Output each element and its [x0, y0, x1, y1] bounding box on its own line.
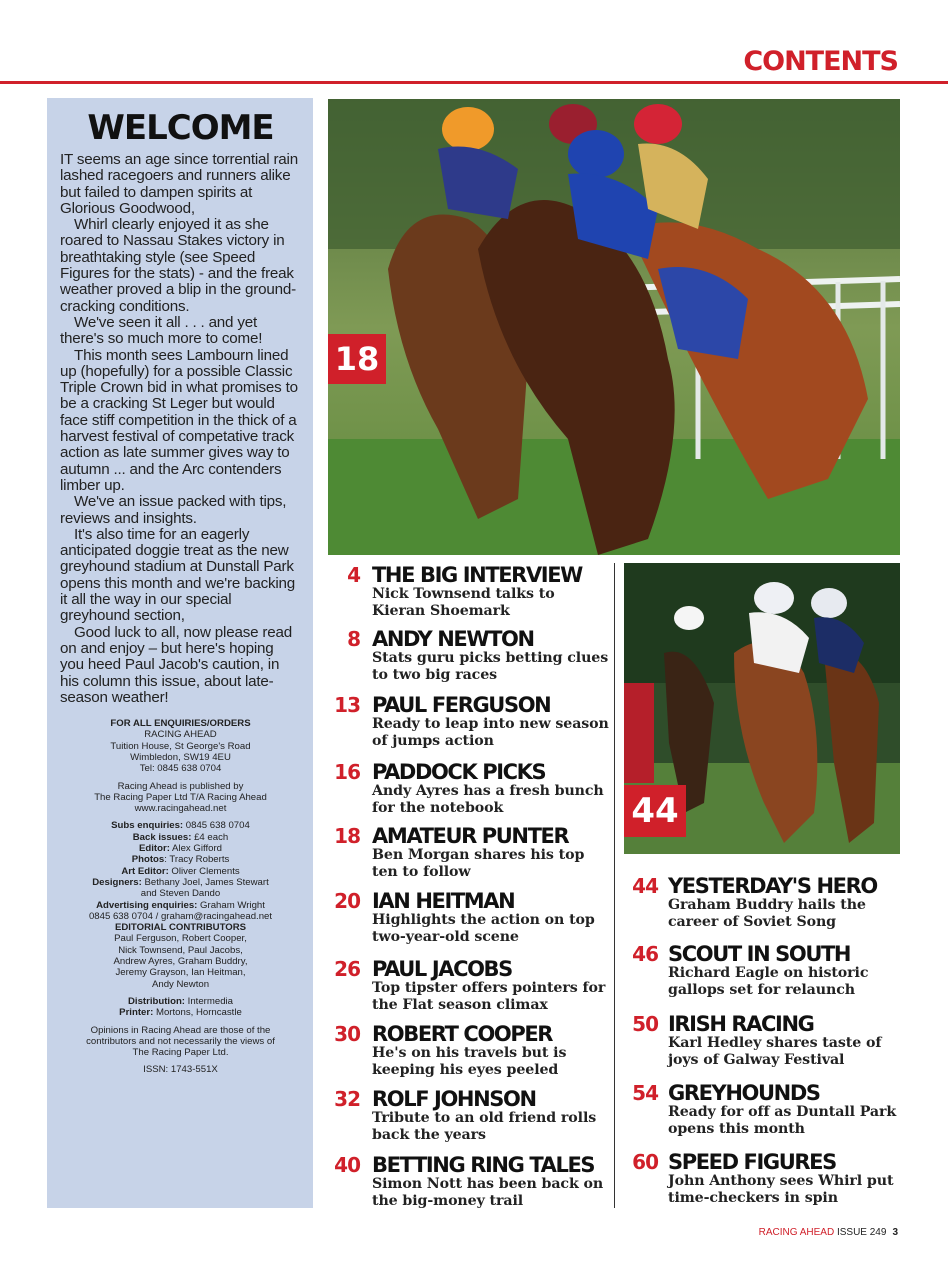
subs-label: Subs enquiries:	[111, 820, 184, 832]
back-issues-label: Back issues:	[132, 831, 192, 843]
entry-description: Ready to leap into new season of jumps action	[372, 716, 609, 749]
printer-label: Printer:	[119, 1007, 154, 1019]
distribution-value: Intermedia	[185, 995, 234, 1007]
publisher-line: Racing Ahead is published by	[117, 780, 244, 792]
welcome-paragraph: We've seen it all . . . and yet there's so much more to come!	[60, 313, 263, 348]
page-number: 4	[347, 563, 360, 587]
address-line: Wimbledon, SW19 4EU	[130, 751, 231, 763]
entry-title: IAN HEITMAN	[372, 889, 515, 913]
entry-title: ANDY NEWTON	[372, 627, 534, 651]
welcome-paragraph: Good luck to all, now please read on and enjoy – but here's hoping you heed Paul Jacob's caution, in his column this issue, about late-season weather!	[60, 623, 292, 706]
publisher-block	[60, 781, 301, 815]
entry-title: GREYHOUNDS	[668, 1081, 820, 1105]
art-editor-value: Oliver Clements	[168, 865, 240, 877]
page-number: 26	[334, 957, 360, 981]
disclaimer-line: The Racing Paper Ltd.	[132, 1047, 229, 1059]
welcome-paragraph: This month sees Lambourn lined up (hopefully) for a possible Classic Triple Crown bid in what promises to be a cracking St Leger but would face stiff competition in the thick of a harvest festival of competative track action as late summer gives way to autumn ... and the Arc contenders limber up.	[60, 346, 298, 494]
disclaimer-block	[60, 1025, 301, 1059]
page-number: 13	[334, 693, 360, 717]
staff-block	[60, 820, 301, 989]
entry-description: Simon Nott has been back on the big-money trail	[372, 1176, 604, 1209]
entry-description: Karl Hedley shares taste of joys of Galway Festival	[668, 1035, 882, 1068]
page-number: 16	[334, 760, 360, 784]
telephone: Tel: 0845 638 0704	[139, 763, 222, 775]
entry-description: Ben Morgan shares his top ten to follow	[372, 847, 585, 880]
column-divider	[614, 563, 615, 1208]
entry-description: Andy Ayres has a fresh bunch for the notebook	[372, 783, 604, 816]
contributors-line: Nick Townsend, Paul Jacobs,	[118, 944, 243, 956]
page-number: 44	[632, 874, 658, 898]
advertising-label: Advertising enquiries:	[96, 899, 198, 911]
issn: ISSN: 1743-551X	[143, 1064, 218, 1076]
welcome-title: WELCOME	[87, 108, 274, 148]
page-number: 20	[334, 889, 360, 913]
designers-label: Designers:	[92, 876, 142, 888]
magazine-name: RACING AHEAD	[758, 1227, 835, 1238]
issue-number: ISSUE 249	[834, 1227, 887, 1238]
entry-title: ROLF JOHNSON	[372, 1087, 536, 1111]
header-rule	[0, 81, 948, 84]
page-number: 8	[347, 627, 360, 651]
publication-info	[60, 718, 301, 1076]
entry-description: Highlights the action on top two-year-old scene	[372, 912, 595, 945]
section-title: CONTENTS	[743, 46, 898, 77]
advertising-contact: 0845 638 0704 / graham@racingahead.net	[88, 910, 273, 922]
entry-title: IRISH RACING	[668, 1012, 814, 1036]
address-line: Tuition House, St George's Road	[110, 740, 251, 752]
disclaimer-line: contributors and not necessarily the views of	[86, 1035, 275, 1047]
page-number: 18	[334, 824, 360, 848]
entry-title: BETTING RING TALES	[372, 1153, 595, 1177]
welcome-paragraph: It's also time for an eagerly anticipated doggie treat as the new greyhound stadium at Dunstall Park opens this month and we're backing it all the way in our special greyhound section,	[60, 525, 296, 625]
welcome-paragraph: IT seems an age since torrential rain lashed racegoers and runners alike but failed to dampen spirits at Glorious Goodwood,	[60, 151, 298, 217]
page-badge: 18	[328, 334, 386, 384]
enquiries-heading: FOR ALL ENQUIRIES/ORDERS	[110, 718, 251, 730]
designers-value: Bethany Joel, James Stewart	[141, 876, 269, 888]
page-number-footer: 3	[892, 1227, 898, 1238]
welcome-paragraph: We've an issue packed with tips, reviews and insights.	[60, 493, 287, 527]
printer-value: Mortons, Horncastle	[153, 1007, 242, 1019]
entry-description: Graham Buddry hails the career of Soviet Song	[668, 897, 866, 930]
page-number: 50	[632, 1012, 658, 1036]
back-issues-value: £4 each	[191, 831, 229, 843]
page-footer	[759, 1227, 898, 1238]
entry-title: PAUL FERGUSON	[372, 693, 551, 717]
entry-description: Nick Townsend talks to Kieran Shoemark	[372, 586, 555, 619]
entry-title: ROBERT COOPER	[372, 1022, 553, 1046]
entry-description: He's on his travels but is keeping his eyes peeled	[372, 1045, 567, 1078]
enquiries-block	[60, 718, 301, 774]
entry-description: Stats guru picks betting clues to two big races	[372, 650, 609, 683]
entry-title: PAUL JACOBS	[372, 957, 512, 981]
entry-description: Tribute to an old friend rolls back the years	[372, 1110, 597, 1143]
entry-title: SPEED FIGURES	[668, 1150, 836, 1174]
art-editor-label: Art Editor:	[121, 865, 169, 877]
editor-label: Editor:	[138, 843, 170, 855]
subs-value: 0845 638 0704	[183, 820, 250, 832]
entry-description: John Anthony sees Whirl put time-checkers in spin	[668, 1173, 894, 1206]
page-number: 46	[632, 942, 658, 966]
entry-title: PADDOCK PICKS	[372, 760, 546, 784]
entry-description: Ready for off as Duntall Park opens this month	[668, 1104, 897, 1137]
page-number: 40	[334, 1153, 360, 1177]
welcome-panel	[47, 98, 313, 1208]
website-link[interactable]: www.racingahead.net	[134, 803, 227, 815]
designers-value-cont: and Steven Dando	[140, 888, 221, 900]
page-number: 60	[632, 1150, 658, 1174]
advertising-value: Graham Wright	[197, 899, 265, 911]
publisher-line: The Racing Paper Ltd T/A Racing Ahead	[94, 791, 267, 803]
entry-title: YESTERDAY'S HERO	[668, 874, 877, 898]
page-number: 54	[632, 1081, 658, 1105]
welcome-paragraph: Whirl clearly enjoyed it as she roared to Nassau Stakes victory in breathtaking style (see Speed Figures for the stats) - and the freak weather proved a blip in the ground-cracking conditions.	[60, 216, 296, 315]
distribution-label: Distribution:	[127, 995, 186, 1007]
entry-title: THE BIG INTERVIEW	[372, 563, 582, 587]
company-name: RACING AHEAD	[144, 729, 217, 741]
page-badge: 44	[624, 785, 686, 837]
entry-description: Top tipster offers pointers for the Flat season climax	[372, 980, 606, 1013]
page-number: 30	[334, 1022, 360, 1046]
entry-description: Richard Eagle on historic gallops set for relaunch	[668, 965, 869, 998]
contributors-line: Andrew Ayres, Graham Buddry,	[113, 956, 248, 968]
photos-label: Photos	[131, 854, 165, 866]
contributors-line: Jeremy Grayson, Ian Heitman,	[115, 967, 246, 979]
entry-title: AMATEUR PUNTER	[372, 824, 569, 848]
contributors-heading: EDITORIAL CONTRIBUTORS	[114, 922, 247, 934]
photos-value: : Tracy Roberts	[164, 854, 230, 866]
distribution-block	[60, 996, 301, 1019]
editor-value: Alex Gifford	[169, 843, 222, 855]
contributors-line: Paul Ferguson, Robert Cooper,	[114, 933, 247, 945]
contributors-line: Andy Newton	[151, 978, 210, 990]
page-number: 32	[334, 1087, 360, 1111]
entry-title: SCOUT IN SOUTH	[668, 942, 851, 966]
disclaimer-line: Opinions in Racing Ahead are those of the	[90, 1024, 271, 1036]
main-race-photo	[328, 99, 900, 555]
